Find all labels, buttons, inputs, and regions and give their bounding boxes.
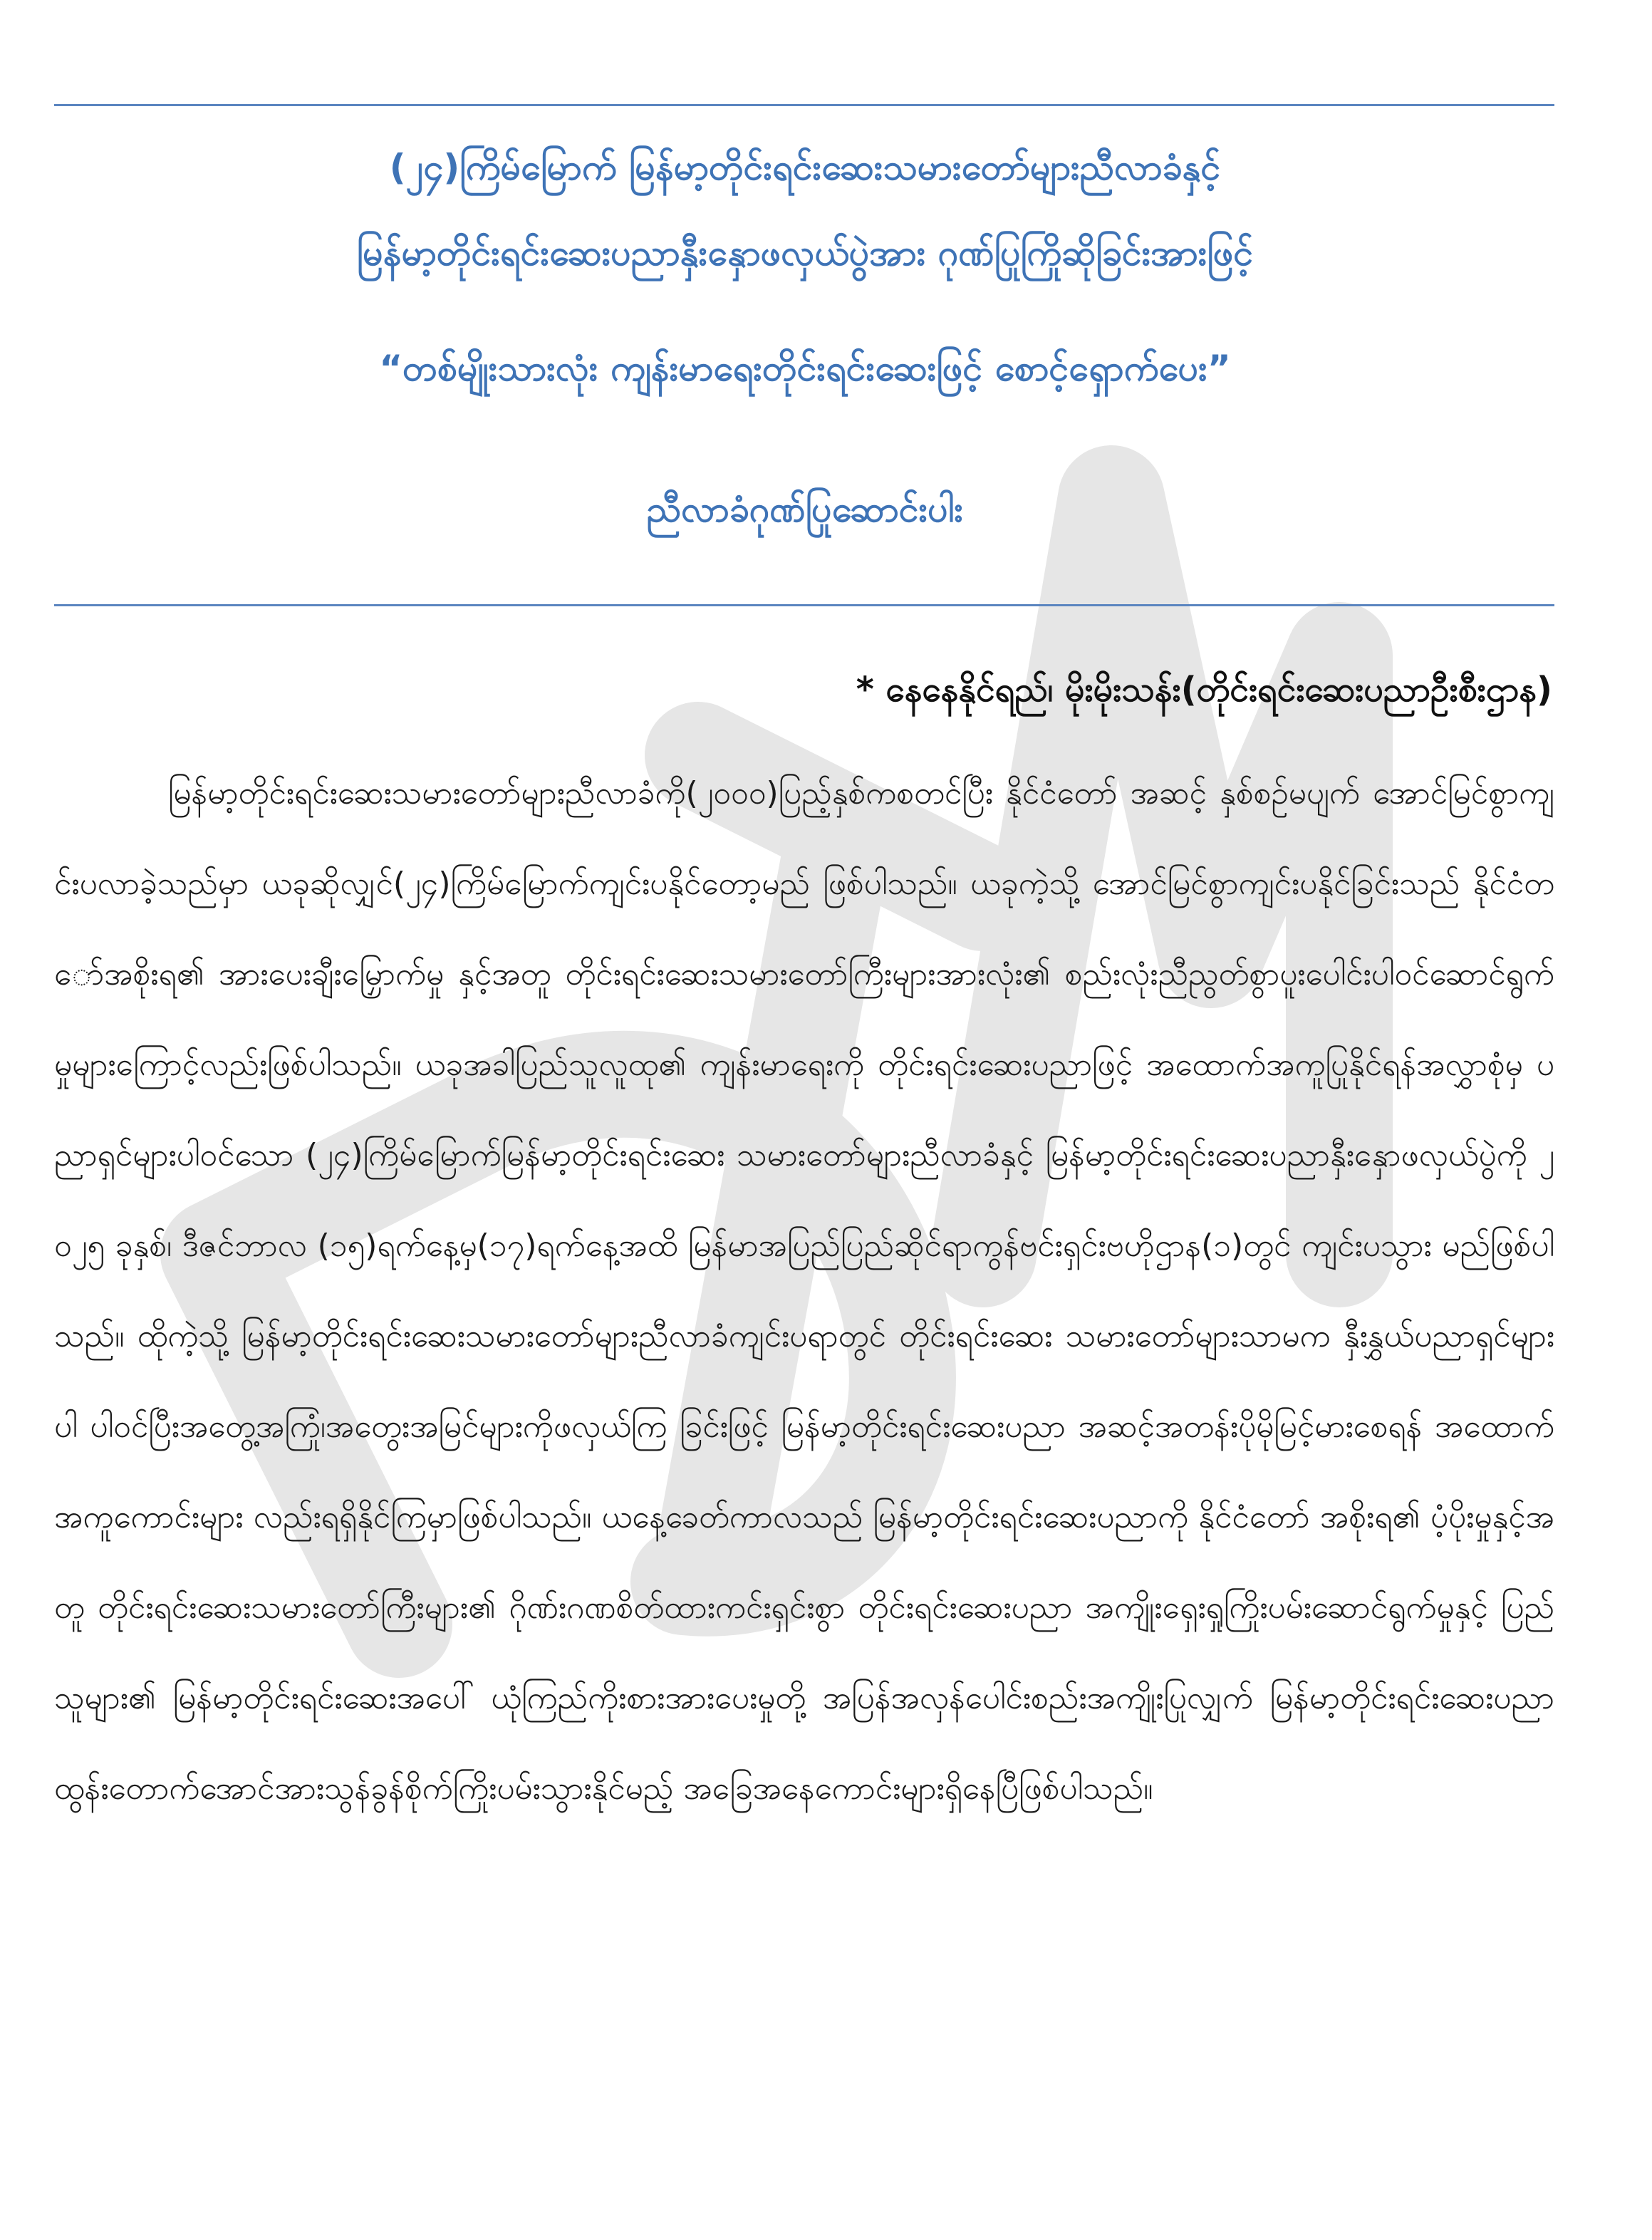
heading-line-1: (၂၄)ကြိမ်မြောက် မြန်မာ့တိုင်းရင်းဆေးသမားတော်များညီလာခံနှင့်	[389, 147, 1221, 188]
article-body: မြန်မာ့တိုင်းရင်းဆေးသမားတော်များညီလာခံကို(၂၀၀၀)ပြည့်နှစ်ကစတင်ပြီး နိုင်ငံတော် အဆင့် နှစ်စဉ်မပျက် အောင်မြင်စွာကျင်းပလာခဲ့သည်မှာ ယခုဆိုလျှင်(၂၄)ကြိမ်မြောက်ကျင်းပနိုင်တော့မည် ဖြစ်ပါသည်။ ယခုကဲ့သို့ အောင်မြင်စွာကျင်းပနိုင်ခြင်းသည် နိုင်ငံတော်အစိုးရ၏ အားပေးချီးမြှောက်မှု နှင့်အတူ တိုင်းရင်းဆေးသမားတော်ကြီးများအားလုံး၏ စည်းလုံးညီညွတ်စွာပူးပေါင်းပါဝင်ဆောင်ရွက် မှုများကြောင့်လည်းဖြစ်ပါသည်။ ယခုအခါပြည်သူလူထု၏ ကျန်းမာရေးကို တိုင်းရင်းဆေးပညာဖြင့် အထောက်အကူပြုနိုင်ရန်အလွှာစုံမှ ပညာရှင်များပါဝင်သော (၂၄)ကြိမ်မြောက်မြန်မာ့တိုင်းရင်းဆေး သမားတော်များညီလာခံနှင့် မြန်မာ့တိုင်းရင်းဆေးပညာနှီးနှောဖလှယ်ပွဲကို ၂၀၂၅ ခုနှစ်၊ ဒီဇင်ဘာလ (၁၅)ရက်နေ့မှ(၁၇)ရက်နေ့အထိ မြန်မာအပြည်ပြည်ဆိုင်ရာကွန်ဗင်းရှင်းဗဟိုဌာန(၁)တွင် ကျင်းပသွား မည်ဖြစ်ပါသည်။ ထိုကဲ့သို့ မြန်မာ့တိုင်းရင်းဆေးသမားတော်များညီလာခံကျင်းပရာတွင် တိုင်းရင်းဆေး သမားတော်များသာမက နှီးနွှယ်ပညာရှင်များပါ ပါဝင်ပြီးအတွေ့အကြုံ၊အတွေးအမြင်များကိုဖလှယ်ကြ ခြင်းဖြင့် မြန်မာ့တိုင်းရင်းဆေးပညာ အဆင့်အတန်းပိုမိုမြင့်မားစေရန် အထောက်အကူကောင်းများ လည်းရရှိနိုင်ကြမှာဖြစ်ပါသည်။ ယနေ့ခေတ်ကာလသည် မြန်မာ့တိုင်းရင်းဆေးပညာကို နိုင်ငံတော် အစိုးရ၏ ပံ့ပိုးမှုနှင့်အတူ တိုင်းရင်းဆေးသမားတော်ကြီးများ၏ ဂိုဏ်းဂဏစိတ်ထားကင်းရှင်းစွာ တိုင်းရင်းဆေးပညာ အကျိုးရှေးရှုကြိုးပမ်းဆောင်ရွက်မှုနှင့် ပြည်သူများ၏ မြန်မာ့တိုင်းရင်းဆေးအပေါ် ယုံကြည်ကိုးစားအားပေးမှုတို့ အပြန်အလှန်ပေါင်းစည်းအကျိုးပြုလျှက် မြန်မာ့တိုင်းရင်းဆေးပညာ ထွန်းတောက်အောင်အားသွန်ခွန်စိုက်ကြိုးပမ်းသွားနိုင်မည့် အခြေအနေကောင်းများရှိနေပြီဖြစ်ပါသည်။	[54, 775, 1554, 1807]
author-byline: * နေနေနိုင်ရည်၊ မိုးမိုးသန်း(တိုင်းရင်းဆေးပညာဦးစီးဌာန)	[856, 670, 1552, 710]
heading-subtitle: ညီလာခံဂုဏ်ပြုဆောင်းပါး	[646, 489, 964, 530]
top-divider	[54, 104, 1554, 106]
heading-quote: “တစ်မျိုးသားလုံး ကျန်းမာရေးတိုင်းရင်းဆေးဖြင့် စောင့်ရှောက်ပေး”	[379, 348, 1231, 389]
heading-line-2: မြန်မာ့တိုင်းရင်းဆေးပညာနှီးနှောဖလှယ်ပွဲအား ဂုဏ်ပြုကြိုဆိုခြင်းအားဖြင့်	[356, 232, 1254, 274]
bottom-divider	[54, 604, 1554, 606]
